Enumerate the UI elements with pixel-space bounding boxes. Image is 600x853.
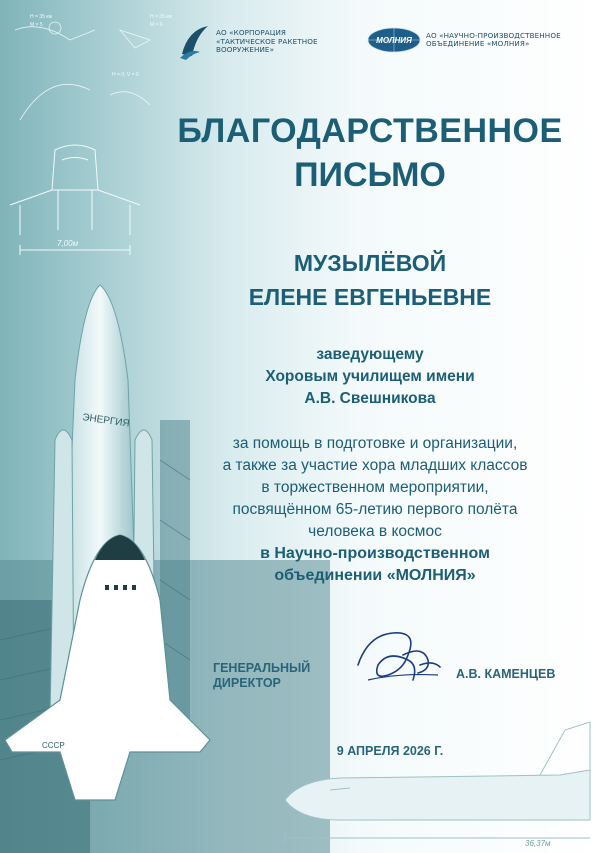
recipient-given-names: ЕЛЕНЕ ЕВГЕНЬЕВНЕ xyxy=(248,284,492,310)
document-date: 9 АПРЕЛЯ 2026 Г. xyxy=(336,744,444,758)
ktrv-name-line: АО «КОРПОРАЦИЯ xyxy=(216,28,287,38)
sketch-label: H = 0; V = 0 xyxy=(112,72,139,78)
handwritten-signature xyxy=(348,625,448,695)
signatory-title-line: ГЕНЕРАЛЬНЫЙ xyxy=(213,661,311,675)
document-title-line-1: БЛАГОДАРСТВЕННОЕ xyxy=(177,112,563,150)
recipient-position-line: Хоровым училищем имени xyxy=(265,368,475,385)
body-text-line: а также за участие хора младших классов xyxy=(222,457,528,474)
recipient-surname: МУЗЫЛЁВОЙ xyxy=(293,250,447,276)
length-dimension-label: 36,37м xyxy=(525,839,551,848)
ktrv-name-line: «ТАКТИЧЕСКОЕ РАКЕТНОЕ xyxy=(216,36,318,46)
body-text-line: посвящённом 65-летию первого полёта xyxy=(232,501,518,518)
body-text-line: за помощь в подготовке и организации, xyxy=(232,435,518,452)
sketch-label: M = 6 xyxy=(150,22,163,28)
ktrv-emblem-icon xyxy=(178,22,212,62)
recipient-position-line: А.В. Свешникова xyxy=(304,390,436,407)
molniya-logo xyxy=(366,26,561,54)
signatory-name: А.В. КАМЕНЦЕВ xyxy=(456,667,556,681)
ktrv-name-line: ВООРУЖЕНИЕ» xyxy=(216,45,275,55)
molniya-name-line: АО «НАУЧНО-ПРОИЗВОДСТВЕННОЕ xyxy=(426,30,561,40)
sketch-label: M = 5 xyxy=(30,22,43,28)
document-title-line-2: ПИСЬМО xyxy=(294,156,446,194)
ktrv-logo xyxy=(178,22,318,62)
trajectory-sketches xyxy=(15,22,150,120)
shuttle-mark-label: СССР xyxy=(42,741,65,750)
molniya-globe-icon xyxy=(366,26,422,54)
body-text-line: в торжественном мероприятии, xyxy=(261,479,489,496)
organization-line: в Научно-производственном xyxy=(260,545,490,562)
width-dimension-label: 7,00м xyxy=(57,239,79,248)
molniya-name-line: ОБЪЕДИНЕНИЕ «МОЛНИЯ» xyxy=(426,39,530,48)
signatory-title xyxy=(213,661,310,691)
molniya-emblem-text: МОЛНИЯ xyxy=(376,36,412,45)
body-text-line: человека в космос xyxy=(308,523,442,540)
rocket-name-label: ЭНЕРГИЯ xyxy=(81,412,131,430)
sketch-label: H = 35 км xyxy=(30,14,52,20)
organization-line: объединении «МОЛНИЯ» xyxy=(274,567,476,584)
sketch-label: H = 35 км xyxy=(150,14,172,20)
signatory-title-line: ДИРЕКТОР xyxy=(213,676,281,690)
recipient-position-line: заведующему xyxy=(316,346,424,363)
side-view-drawing xyxy=(285,722,590,844)
header-logos xyxy=(178,18,578,68)
